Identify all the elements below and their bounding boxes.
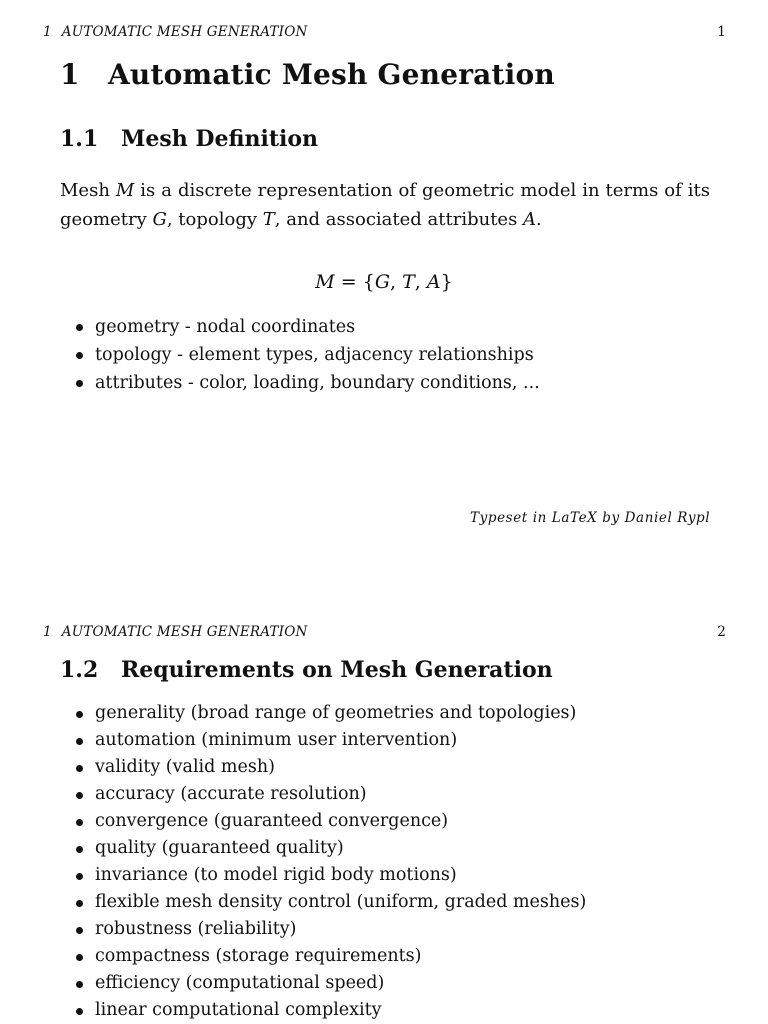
list-item-text: automation (minimum user intervention) bbox=[95, 730, 458, 750]
list-item-text: compactness (storage requirements) bbox=[95, 946, 422, 966]
list-item-text: efficiency (computational speed) bbox=[95, 973, 385, 993]
list-item bbox=[75, 943, 586, 970]
math-variable: M bbox=[115, 180, 135, 201]
list-item-text: linear computational complexity bbox=[95, 1000, 382, 1020]
list-item bbox=[75, 970, 586, 997]
section-number: 1 bbox=[60, 58, 80, 91]
page-number: 1 bbox=[717, 24, 726, 40]
subsection-number: 1.2 bbox=[60, 657, 99, 683]
list-item bbox=[75, 835, 586, 862]
bullet-icon bbox=[76, 1008, 83, 1015]
math-operator: = { bbox=[334, 271, 375, 293]
list-item-text: invariance (to model rigid body motions) bbox=[95, 865, 457, 885]
document-page-2 bbox=[0, 600, 768, 1024]
page-number: 2 bbox=[717, 624, 726, 640]
list-item-text: geometry - nodal coordinates bbox=[95, 317, 356, 337]
bullet-icon bbox=[76, 380, 83, 387]
subsection-heading bbox=[60, 126, 318, 152]
requirements-list bbox=[75, 700, 586, 1024]
bullet-icon bbox=[76, 927, 83, 934]
list-item bbox=[75, 781, 586, 808]
list-item-text: topology - element types, adjacency relationships bbox=[95, 345, 534, 365]
list-item bbox=[75, 808, 586, 835]
paragraph-text: , topology bbox=[166, 209, 263, 230]
bullet-icon bbox=[76, 738, 83, 745]
bullet-icon bbox=[76, 954, 83, 961]
list-item bbox=[75, 862, 586, 889]
list-item-text: validity (valid mesh) bbox=[95, 757, 275, 777]
list-item-text: convergence (guaranteed convergence) bbox=[95, 811, 449, 831]
running-header-title bbox=[43, 624, 307, 640]
paragraph-text: . bbox=[536, 209, 542, 230]
bullet-icon bbox=[76, 981, 83, 988]
math-variable: M bbox=[315, 271, 335, 293]
bullet-icon bbox=[76, 819, 83, 826]
list-item bbox=[75, 889, 586, 916]
subsection-title: Requirements on Mesh Generation bbox=[121, 657, 553, 683]
math-operator: } bbox=[440, 271, 453, 293]
paragraph-text: is a discrete representation of geometric model in terms of its geometry bbox=[60, 180, 710, 230]
running-header-section-title: AUTOMATIC MESH GENERATION bbox=[61, 624, 308, 640]
bullet-icon bbox=[76, 711, 83, 718]
bullet-icon bbox=[76, 765, 83, 772]
mesh-components-list bbox=[75, 313, 540, 397]
subsection-heading bbox=[60, 657, 553, 683]
bullet-icon bbox=[76, 900, 83, 907]
subsection-number: 1.1 bbox=[60, 126, 99, 152]
running-header-section-number: 1 bbox=[43, 624, 52, 640]
list-item-text: attributes - color, loading, boundary conditions, ... bbox=[95, 373, 540, 393]
section-title: Automatic Mesh Generation bbox=[108, 58, 555, 91]
list-item bbox=[75, 916, 586, 943]
running-header-title bbox=[43, 24, 307, 40]
list-item-text: flexible mesh density control (uniform, graded meshes) bbox=[95, 892, 587, 912]
math-variable: T bbox=[262, 209, 275, 230]
bullet-icon bbox=[76, 352, 83, 359]
math-variable: G bbox=[152, 209, 167, 230]
bullet-icon bbox=[76, 873, 83, 880]
subsection-title: Mesh Definition bbox=[121, 126, 319, 152]
bullet-icon bbox=[76, 846, 83, 853]
list-item-text: quality (guaranteed quality) bbox=[95, 838, 344, 858]
list-item-text: accuracy (accurate resolution) bbox=[95, 784, 367, 804]
list-item bbox=[75, 727, 586, 754]
running-header-section-number: 1 bbox=[43, 24, 52, 40]
list-item bbox=[75, 313, 540, 341]
paragraph-text: Mesh bbox=[60, 180, 116, 201]
mesh-equation bbox=[0, 271, 768, 293]
paragraph-text: , and associated attributes bbox=[274, 209, 524, 230]
list-item bbox=[75, 997, 586, 1024]
list-item-text: generality (broad range of geometries and topologies) bbox=[95, 703, 577, 723]
running-header bbox=[43, 624, 726, 640]
bullet-icon bbox=[76, 792, 83, 799]
section-heading bbox=[60, 58, 555, 91]
list-item-text: robustness (reliability) bbox=[95, 919, 297, 939]
math-operator: , bbox=[390, 271, 403, 293]
running-header bbox=[43, 24, 726, 40]
list-item bbox=[75, 341, 540, 369]
math-variable: A bbox=[426, 271, 441, 293]
math-variable: A bbox=[523, 209, 537, 230]
running-header-section-title: AUTOMATIC MESH GENERATION bbox=[61, 24, 308, 40]
list-item bbox=[75, 369, 540, 397]
typeset-footer: Typeset in LaTeX by Daniel Rypl bbox=[470, 510, 711, 526]
list-item bbox=[75, 700, 586, 727]
mesh-definition-paragraph bbox=[60, 176, 710, 234]
bullet-icon bbox=[76, 324, 83, 331]
list-item bbox=[75, 754, 586, 781]
math-variable: T bbox=[402, 271, 415, 293]
math-variable: G bbox=[374, 271, 391, 293]
math-operator: , bbox=[414, 271, 427, 293]
